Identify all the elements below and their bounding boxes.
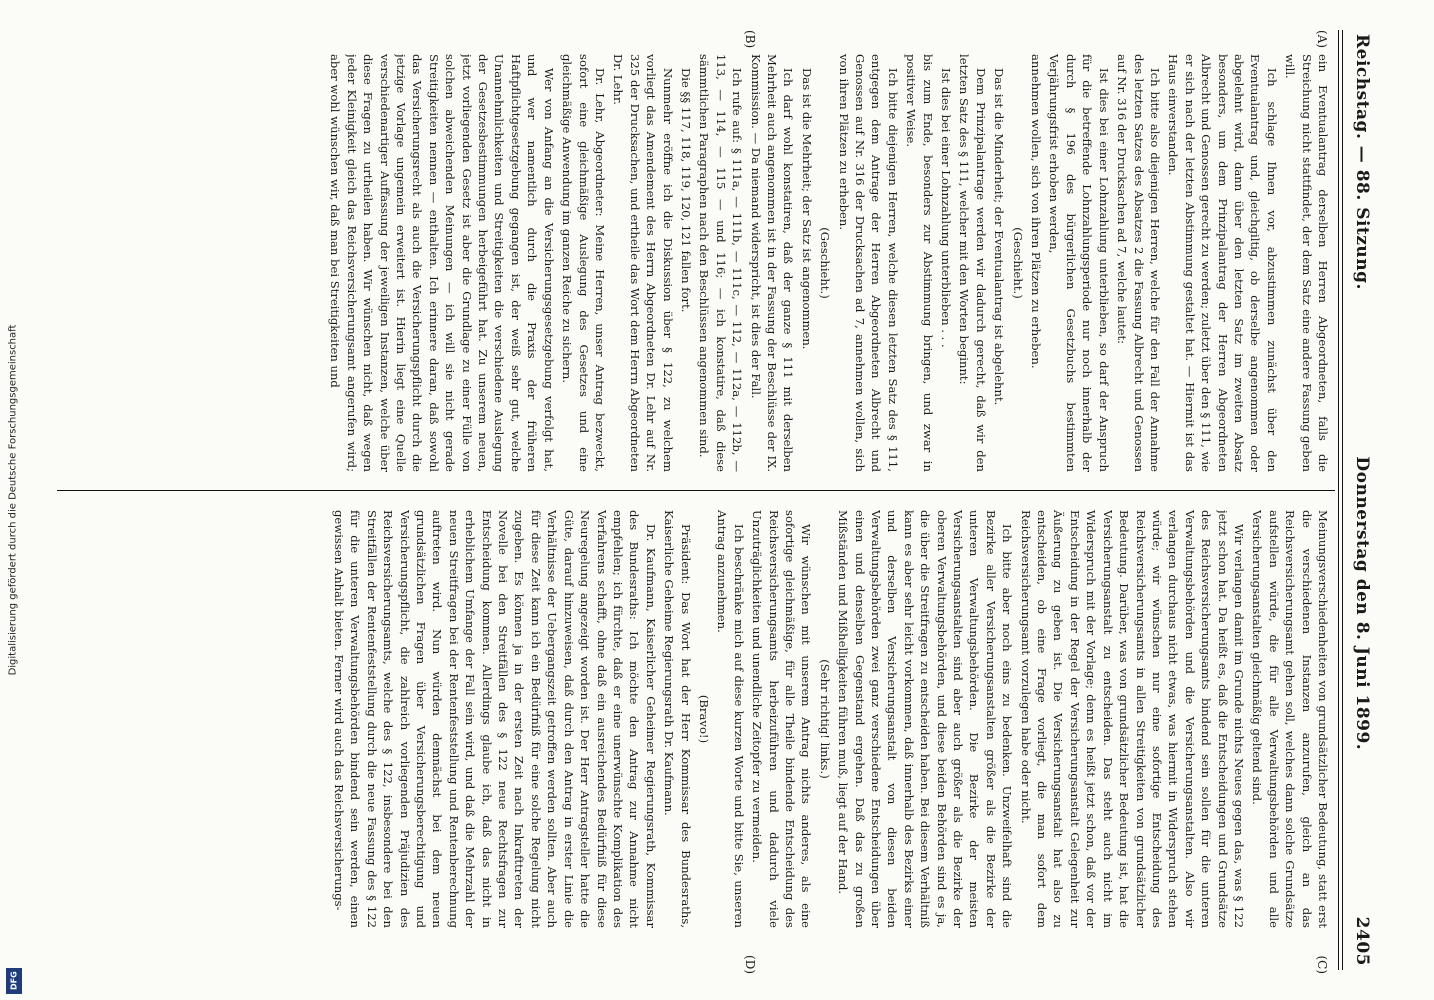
margin-marker-b: (B) [743, 30, 757, 49]
page-number: 2405 [1352, 916, 1372, 966]
stage-direction: (Geschieht.) [818, 227, 833, 299]
digitization-credit-strip [2, 0, 24, 1000]
paragraph: Ich beschränke mich auf diese kurzen Worte und bitte Sie, unseren Antrag anzunehmen. [715, 510, 746, 928]
left-column [61, 54, 1331, 472]
paragraph: bis zum Ende, besonders zur Abstimmung bringen, und zwar in positiver Weise. [904, 54, 935, 472]
speech-opening: Präsident: Das Wort hat der Herr Kommissar des Bundesraths, Kaiserliche Geheime Regierungsrath Dr. Kaufmann. [662, 510, 693, 928]
right-column [61, 510, 1331, 928]
column-divider [57, 490, 1335, 491]
paragraph: Nunmehr eröffne ich die Diskussion über § 122, zu welchem vorliegt das Amendement des Herrn Abgeordneten Dr. Lehr auf Nr. 325 der Drucksachen, und ertheile das Wort dem Herrn Abgeordneten Dr. Lehr. [611, 54, 675, 472]
paragraph: Wir verlangen damit im Grunde nichts Neues gegen das, was § 122 jetzt schon hat. Da heißt es, daß die Entscheidungen und Grundsätze des Reichsversicherungsamts bindend sein sollen für die unteren Verwaltungsbehörden und die Versicherungsanstalten. Also wir verlangen durchaus nicht etwas, was hiermit in Widerspruch stehen würde; wir wünschen nur eine sofortige Entscheidung des Reichsversicherungsamts in allen Streitigkeiten von grundsätzlicher Bedeutung. Darüber, was von grundsätzlicher Bedeutung ist, hat die Versicherungsanstalt zu entscheiden. Das steht auch nicht im Widerspruch mit der Vorlage; denn es heißt jetzt schon, daß vor der Entscheidung in der Regel der Versicherungsanstalt Gelegenheit zur Äußerung zu geben ist. Die Versicherungsanstalt hat also zu entscheiden, ob eine Frage vorliegt, die man sofort dem Reichsversicherungsamt vorzulegen habe oder nicht. [1018, 510, 1246, 928]
paragraph: Ich darf wohl konstatiren, daß der ganze § 111 mit derselben Mehrheit auch angenommen ist in der Fassung der Beschlüsse der IX. Kommission. — Da niemand widerspricht, ist dies der Fall. [748, 54, 796, 472]
margin-marker-c: (C) [1315, 955, 1329, 974]
margin-marker-d: (D) [743, 955, 757, 974]
paragraph: Ich bitte diejenigen Herren, welche diesen letzten Satz des § 111, entgegen dem Antrage der Herren Abgeordneten Albrecht und Genossen auf Nr. 316 der Drucksachen ad 7, annehmen wollen, sich von ihren Plätzen zu erheben. [836, 54, 900, 472]
paragraph: Ich rufe auf: § 111a, — 111b, — 111c, — 112, — 112a, — 112b, — 113, — 114, — 115 — und 116; — ich konstatire, daß diese sämmtlichen Paragraphen nach den Beschlüssen angenommen sind. [697, 54, 745, 472]
paragraph: Ich schlage Ihnen vor, abzustimmen zunächst über den Eventualantrag und, gleichgiltig, ob derselbe angenommen oder abgelehnt wird, dann über den letzten Satz im zweiten Absatz besonders, um dem Prinzipalantrag der Herren Abgeordneten Albrecht und Genossen gerecht zu werden; zuletzt über den § 111, wie er sich nach der letzten Abstimmung gestaltet hat. — Hiermit ist das Haus einverstanden. [1166, 54, 1279, 472]
quoted-text: Ist dies bei einer Lohnzahlung unterblieben, so darf der Anspruch für die betreffende Lohnzahlungsperiode nur noch innerhalb der durch § 196 des bürgerlichen Gesetzbuchs bestimmten Verjährungsfrist erhoben werden, [1047, 54, 1111, 472]
stage-direction: (Geschieht.) [1010, 227, 1025, 299]
paragraph: annehmen wollen, sich von ihren Plätzen zu erheben. [1029, 54, 1044, 369]
running-head-date: Donnerstag den 8. Juni 1899. [1352, 456, 1372, 751]
paragraph: Dem Prinzipalantrage werden wir dadurch gerecht, daß wir den letzten Satz des § 111, welcher mit den Worten beginnt: [957, 54, 988, 472]
paragraph: Ich bitte also diejenigen Herren, welche für den Fall der Annahme des letzten Satzes des Absatzes 2 die Fassung Albrecht und Genossen auf Nr. 316 der Drucksachen ad 7, welche lautet: [1115, 54, 1162, 472]
speech-opening: Dr. Lehr, Abgeordneter: Meine Herren, unser Antrag bezweckt, sofort eine gleichmäßige Auslegung des Gesetzes und eine gleichmäßige Anwendung im ganzen Reiche zu sichern. [560, 54, 607, 472]
margin-marker-a: (A) [1315, 30, 1329, 49]
running-head [1345, 34, 1379, 966]
quoted-text: Ist dies bei einer Lohnzahlung unterblieben . . . [939, 68, 954, 348]
paragraph: Wir wünschen mit unserem Antrag nichts anderes, als eine sofortige gleichmäßige, für alle Theile bindende Entscheidung des Reichsversicherungsamts herbeizuführen und dadurch viele Unzuträglichkeiten und unendliche Zeitopfer zu vermeiden. [750, 510, 814, 928]
digitization-credit: Digitalisierung gefördert durch die Deutsche Forschungsgemeinschaft [7, 324, 19, 676]
paragraph: Wer von Anfang an die Versicherungsgesetzgebung verfolgt hat, und wer namentlich durch die Praxis der früheren Haftpflichtgesetzgebung gegangen ist, der weiß sehr gut, welche Unannehmlichkeiten und Streitigkeiten die verschiedene Auslegung der Gesetzesbestimmungen herbeigeführt hat. Zu unserem neuen, jetzt vorliegenden Gesetz ist aber die Grundlage zu einer Fülle von solchen abweichenden Meinungen — ich will sie nicht gerade Streitigkeiten nennen — enthalten. Ich erinnere daran, daß sowohl das Versicherungsrecht als auch die Versicherungspflicht durch die jetzige Vorlage ungemein erweitert ist. Hierin liegt eine Quelle verschiedenartiger Auffassung der jeweiligen Instanzen, welche über diese Fragen zu urtheilen haben. Wir wünschen nicht, daß wegen jeder Kleinigkeit gleich das Reichsversicherungsamt angerufen wird; aber wohl wünschen wir, daß man bei Streitigkeiten und [328, 54, 556, 472]
paragraph: ein Eventualantrag derselben Herren Abgeordneten, falls die Streichung nicht stattfindet, der dem Satz eine andere Fassung geben will. [1283, 54, 1330, 472]
running-head-left: Reichstag. — 88. Sitzung. [1352, 34, 1372, 290]
header-rule [1338, 30, 1343, 970]
rotated-page [47, 20, 1387, 980]
paragraph: Meinungsverschiedenheiten von grundsätzlicher Bedeutung, statt erst die verschiedenen Instanzen anzurufen, gleich an das Reichsversicherungsamt gehen soll, welches dann solche Grundsätze aufstellen würde, die für alle Verwaltungsbehörden und alle Versicherungsanstalten gleichmäßig geltend sind. [1250, 510, 1330, 928]
speech-opening: Dr. Kaufmann, Kaiserlicher Geheimer Regierungsrath, Kommissar des Bundesraths: Ich möchte den Antrag zur Annahme nicht empfehlen; ich fürchte, daß er eine unerwünschte Komplikation des Verfahrens schafft, ohne daß ein ausreichendes Bedürfniß für diese Neuregelung angezeigt worden ist. Der Herr Antragsteller hatte die Güte, darauf hinzuweisen, daß durch den Antrag in erster Linie die Verhältnisse der Uebergangszeit getroffen werden sollten. Aber auch für diese Zeit kann ich ein Bedürfniß für eine solche Regelung nicht zugeben. Es können ja in der ersten Zeit nach Inkrafttreten der Novelle bei den Streitfällen des § 122 neue Rechtsfragen zur Entscheidung kommen. Allerdings glaube ich, daß das nicht in erheblichem Umfange der Fall sein wird, und daß die Mehrzahl der neuen Streitfragen bei der Rentenfeststellung und Rentenberechnung auftreten wird. Nun würden demnächst bei dem neuen grundsätzlichen Fragen über Versicherungsberechtigung und Versicherungspflicht, die zahlreich vorliegenden Präjudizien des Reichsversicherungsamts, welche des § 122, insbesondere bei den Streitfällen der Rentenfeststellung durch die neue Fassung des § 122 für die unteren Verwaltungsbehörden bindend sein werden, einen gewissen Anhalt bieten. Ferner wird auch das Reichsversicherungs- [332, 510, 658, 928]
paragraph: Das ist die Minderheit; der Eventualantrag ist abgelehnt. [992, 68, 1007, 406]
paragraph: Ich bitte aber noch eins zu bedenken. Unzweifelhaft sind die Bezirke aller Versicherungsanstalten größer als die Bezirke der unteren Verwaltungsbehörden. Die Bezirke der meisten Versicherungsanstalten sind aber auch größer als die Bezirke der oberen Verwaltungsbehörden, und diese beiden Behörden sind es ja, die über die Streitfragen zu entscheiden haben. Bei diesem Verhältniß kann es aber sehr leicht vorkommen, daß innerhalb des Bezirks einer und derselben Versicherungsanstalt von diesen beiden Verwaltungsbehörden zwei ganz verschiedene Entscheidungen über einen und denselben Gegenstand ergehen. Daß das zu großen Mißständen und Mißhelligkeiten führen muß, liegt auf der Hand. [836, 510, 1015, 928]
stage-direction: (Sehr richtig! links.) [817, 659, 832, 779]
paragraph: Das ist die Mehrheit; der Satz ist angenommen. [799, 68, 814, 350]
stage-direction: (Bravo!) [696, 694, 711, 744]
paragraph: Die §§ 117, 118, 119, 120, 121 fallen fort. [678, 68, 693, 313]
dfg-logo-icon: DFG [6, 968, 22, 994]
